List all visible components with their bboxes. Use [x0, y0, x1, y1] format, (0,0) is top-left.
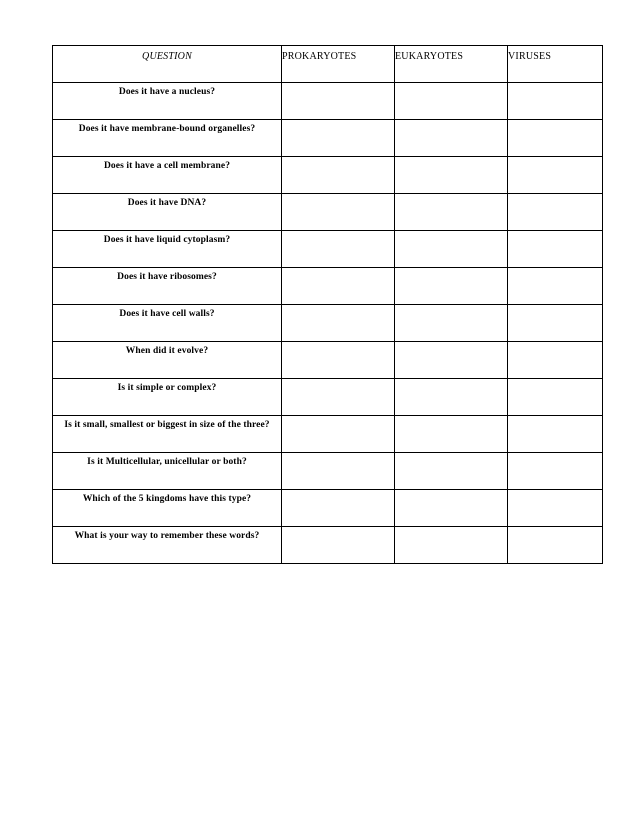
question-text: Does it have a cell membrane?: [103, 161, 231, 171]
question-cell: [53, 305, 282, 342]
question-cell: [53, 120, 282, 157]
answer-cell-eukaryotes[interactable]: [395, 453, 508, 490]
header-viruses-label: VIRUSES: [508, 51, 552, 62]
answer-cell-viruses[interactable]: [508, 120, 603, 157]
table-row: [53, 194, 603, 231]
answer-cell-viruses[interactable]: [508, 194, 603, 231]
header-prokaryotes-label: PROKARYOTES: [282, 51, 357, 62]
question-text: Does it have membrane-bound organelles?: [78, 124, 256, 134]
question-text: Which of the 5 kingdoms have this type?: [82, 494, 252, 504]
answer-cell-eukaryotes[interactable]: [395, 120, 508, 157]
answer-cell-prokaryotes[interactable]: [282, 416, 395, 453]
answer-cell-prokaryotes[interactable]: [282, 194, 395, 231]
answer-cell-eukaryotes[interactable]: [395, 231, 508, 268]
header-row: [53, 46, 603, 83]
answer-cell-prokaryotes[interactable]: [282, 157, 395, 194]
answer-cell-viruses[interactable]: [508, 490, 603, 527]
question-cell: [53, 342, 282, 379]
comparison-table: [52, 45, 603, 564]
answer-cell-eukaryotes[interactable]: [395, 527, 508, 564]
table-row: [53, 453, 603, 490]
table-row: [53, 416, 603, 453]
table-row: [53, 231, 603, 268]
answer-cell-prokaryotes[interactable]: [282, 453, 395, 490]
answer-cell-viruses[interactable]: [508, 527, 603, 564]
answer-cell-eukaryotes[interactable]: [395, 305, 508, 342]
answer-cell-eukaryotes[interactable]: [395, 416, 508, 453]
header-eukaryotes: [395, 46, 508, 83]
table-row: [53, 268, 603, 305]
header-prokaryotes: [282, 46, 395, 83]
table-row: [53, 83, 603, 120]
answer-cell-viruses[interactable]: [508, 379, 603, 416]
answer-cell-eukaryotes[interactable]: [395, 490, 508, 527]
question-cell: [53, 83, 282, 120]
question-cell: [53, 231, 282, 268]
question-text: Does it have cell walls?: [119, 309, 215, 319]
question-text: Is it Multicellular, unicellular or both?: [87, 457, 247, 467]
table-row: [53, 120, 603, 157]
table-row: [53, 305, 603, 342]
question-cell: [53, 157, 282, 194]
table-row: [53, 342, 603, 379]
answer-cell-viruses[interactable]: [508, 268, 603, 305]
question-cell: [53, 194, 282, 231]
question-cell: [53, 268, 282, 305]
answer-cell-eukaryotes[interactable]: [395, 83, 508, 120]
answer-cell-prokaryotes[interactable]: [282, 305, 395, 342]
question-cell: [53, 527, 282, 564]
question-text: Does it have DNA?: [127, 198, 207, 208]
answer-cell-prokaryotes[interactable]: [282, 231, 395, 268]
question-text: Does it have liquid cytoplasm?: [103, 235, 231, 245]
header-viruses: [508, 46, 603, 83]
table-row: [53, 379, 603, 416]
question-text: When did it evolve?: [125, 346, 209, 356]
table-row: [53, 157, 603, 194]
header-eukaryotes-label: EUKARYOTES: [395, 51, 464, 62]
answer-cell-prokaryotes[interactable]: [282, 342, 395, 379]
answer-cell-viruses[interactable]: [508, 453, 603, 490]
answer-cell-eukaryotes[interactable]: [395, 194, 508, 231]
question-text: Is it small, smallest or biggest in size of the three?: [64, 420, 270, 430]
answer-cell-viruses[interactable]: [508, 83, 603, 120]
answer-cell-viruses[interactable]: [508, 157, 603, 194]
question-cell: [53, 490, 282, 527]
answer-cell-viruses[interactable]: [508, 231, 603, 268]
answer-cell-viruses[interactable]: [508, 342, 603, 379]
question-text: What is your way to remember these words?: [74, 531, 260, 541]
answer-cell-prokaryotes[interactable]: [282, 527, 395, 564]
header-question-label: QUESTION: [142, 51, 192, 62]
table-row: [53, 527, 603, 564]
answer-cell-prokaryotes[interactable]: [282, 268, 395, 305]
header-question: [53, 46, 282, 83]
answer-cell-viruses[interactable]: [508, 305, 603, 342]
question-cell: [53, 379, 282, 416]
table-row: [53, 490, 603, 527]
answer-cell-prokaryotes[interactable]: [282, 490, 395, 527]
answer-cell-prokaryotes[interactable]: [282, 120, 395, 157]
answer-cell-eukaryotes[interactable]: [395, 379, 508, 416]
answer-cell-eukaryotes[interactable]: [395, 157, 508, 194]
question-cell: [53, 453, 282, 490]
answer-cell-prokaryotes[interactable]: [282, 83, 395, 120]
answer-cell-eukaryotes[interactable]: [395, 268, 508, 305]
answer-cell-eukaryotes[interactable]: [395, 342, 508, 379]
question-text: Does it have ribosomes?: [117, 272, 217, 282]
question-cell: [53, 416, 282, 453]
question-text: Does it have a nucleus?: [118, 87, 216, 97]
answer-cell-viruses[interactable]: [508, 416, 603, 453]
answer-cell-prokaryotes[interactable]: [282, 379, 395, 416]
question-text: Is it simple or complex?: [117, 383, 217, 393]
